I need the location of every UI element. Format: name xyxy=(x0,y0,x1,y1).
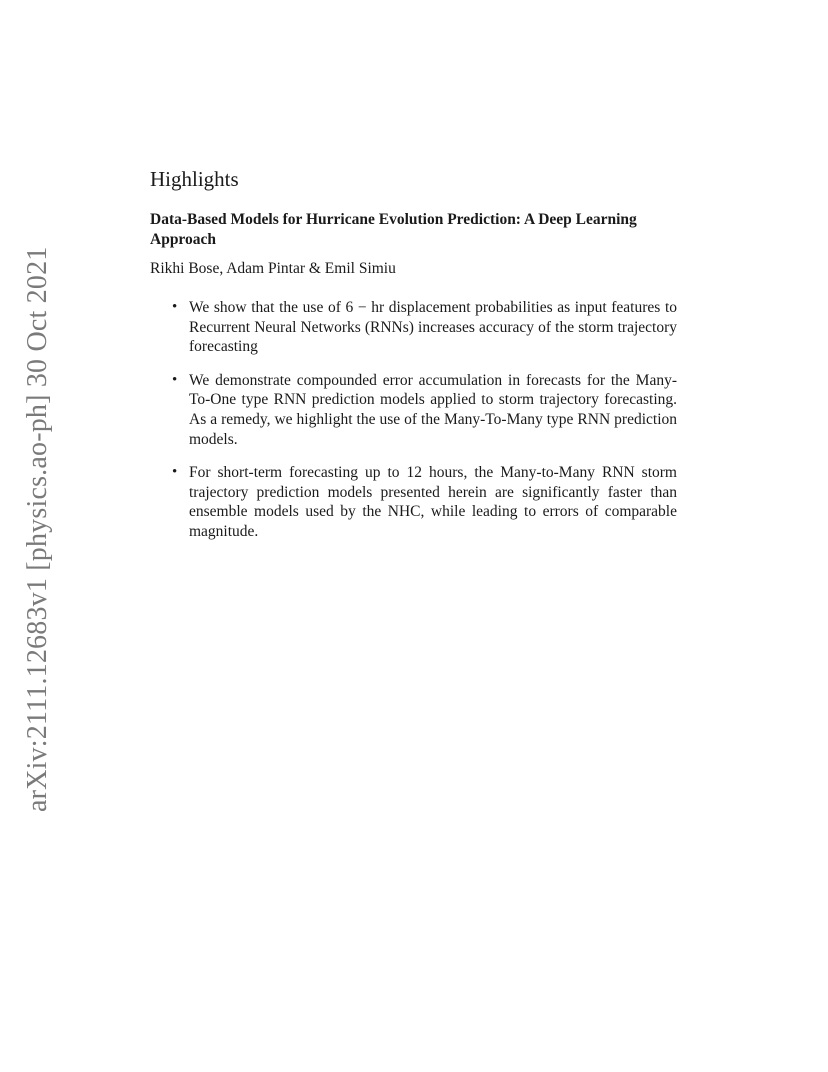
author-list: Rikhi Bose, Adam Pintar & Emil Simiu xyxy=(150,260,396,277)
arxiv-identifier: arXiv:2111.12683v1 [physics.ao-ph] 30 Oct 2021 xyxy=(22,246,53,812)
list-item xyxy=(150,298,677,357)
highlight-text: We demonstrate compounded error accumulation in forecasts for the Many-To-One type RNN prediction models applied to storm trajectory forecasting. As a remedy, we highlight the use of the Many-To-Many type RNN prediction models. xyxy=(189,371,677,448)
highlight-text: For short-term forecasting up to 12 hours, the Many-to-Many RNN storm trajectory prediction models presented herein are significantly faster than ensemble models used by the NHC, while leading to errors of comparable magnitude. xyxy=(189,464,677,540)
section-heading: Highlights xyxy=(150,167,239,191)
bullet-icon: • xyxy=(172,371,178,388)
list-item xyxy=(150,371,677,449)
list-item xyxy=(150,463,677,541)
bullet-icon: • xyxy=(172,299,178,315)
bullet-icon: • xyxy=(172,464,178,481)
paper-title: Data-Based Models for Hurricane Evolution Prediction: A Deep Learning Approach xyxy=(150,211,637,248)
highlight-text: We show that the use of 6 − hr displacement probabilities as input features to Recurrent Neural Networks (RNNs) increases accuracy of the storm trajectory forecasting xyxy=(189,299,677,356)
highlights-section xyxy=(150,164,677,556)
highlights-list xyxy=(150,298,677,542)
